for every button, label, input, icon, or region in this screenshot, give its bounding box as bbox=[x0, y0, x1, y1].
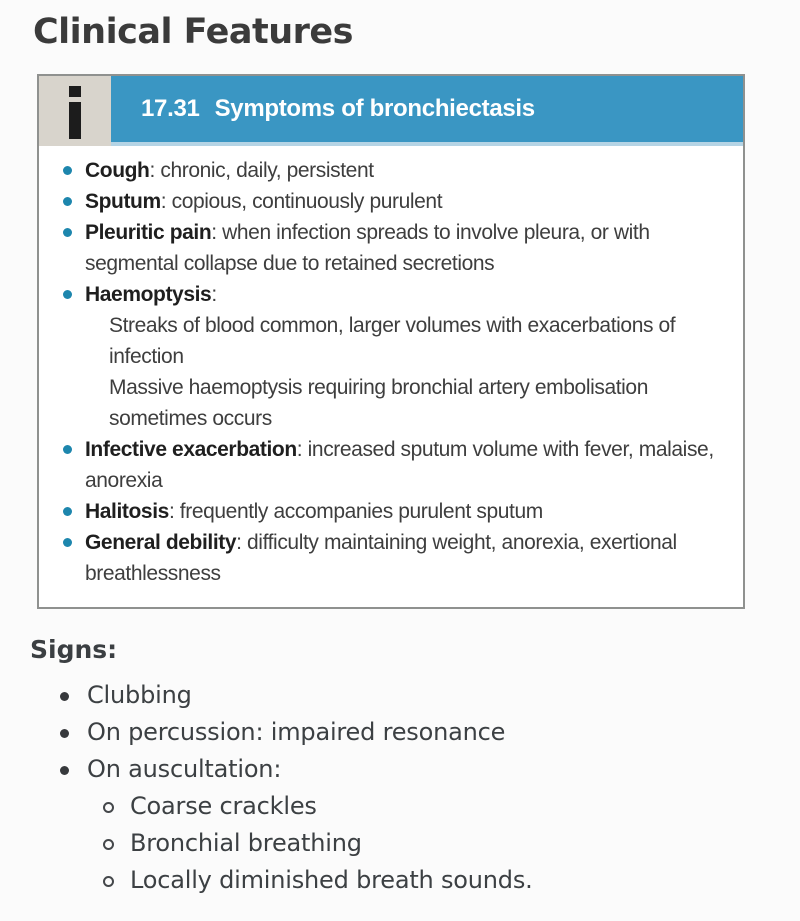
signs-list bbox=[0, 677, 800, 899]
sign-sublabel: Bronchial breathing bbox=[130, 829, 362, 857]
sign-label: On auscultation: bbox=[87, 755, 282, 783]
circle-bullet-icon bbox=[103, 802, 114, 813]
list-item bbox=[60, 788, 800, 825]
list-item-text bbox=[85, 217, 725, 279]
bullet-icon bbox=[63, 507, 72, 516]
sign-label: On percussion: impaired resonance bbox=[87, 718, 506, 746]
signs-heading: Signs: bbox=[30, 635, 118, 664]
infobox-body bbox=[39, 146, 743, 607]
infobox-number: 17.31 bbox=[141, 95, 200, 122]
list-item bbox=[0, 677, 800, 714]
info-icon-glyph bbox=[69, 84, 81, 139]
symptom-term: Haemoptysis bbox=[85, 283, 212, 306]
symptom-term: Sputum bbox=[85, 190, 161, 213]
list-item bbox=[55, 527, 725, 589]
list-item bbox=[55, 217, 725, 279]
list-item bbox=[55, 186, 725, 217]
list-item-text bbox=[85, 155, 725, 186]
sign-sublabel: Locally diminished breath sounds. bbox=[130, 866, 533, 894]
list-item-text bbox=[85, 496, 725, 527]
bullet-icon bbox=[63, 538, 72, 547]
symptom-desc: : copious, continuously purulent bbox=[160, 190, 443, 213]
symptom-term: Cough bbox=[85, 159, 150, 182]
infobox-header bbox=[39, 76, 743, 146]
infobox-title-bar bbox=[111, 76, 743, 146]
sign-label: Clubbing bbox=[87, 681, 192, 709]
list-item-text bbox=[85, 186, 725, 217]
sign-sublabel: Coarse crackles bbox=[130, 792, 317, 820]
auscultation-sublist bbox=[60, 788, 800, 899]
bullet-icon bbox=[60, 766, 69, 775]
list-item bbox=[55, 496, 725, 527]
infobox-title: Symptoms of bronchiectasis bbox=[214, 95, 535, 122]
symptom-list bbox=[55, 155, 725, 589]
symptom-subline: Massive haemoptysis requiring bronchial artery embolisation sometimes occurs bbox=[109, 376, 648, 430]
symptom-subline: Streaks of blood common, larger volumes with exacerbations of infection bbox=[109, 314, 676, 368]
list-item-block bbox=[60, 751, 800, 899]
bullet-icon bbox=[63, 197, 72, 206]
circle-bullet-icon bbox=[103, 876, 114, 887]
list-item bbox=[55, 155, 725, 186]
symptom-desc: : increased sputum volume with fever, malaise, anorexia bbox=[85, 438, 714, 492]
list-item bbox=[0, 714, 800, 751]
symptom-desc: : frequently accompanies purulent sputum bbox=[168, 500, 543, 523]
bullet-icon bbox=[63, 166, 72, 175]
symptom-desc: : difficulty maintaining weight, anorexia, exertional breathlessness bbox=[85, 531, 677, 585]
list-item-text bbox=[85, 527, 725, 589]
info-icon bbox=[39, 76, 111, 146]
bullet-icon bbox=[63, 290, 72, 299]
symptom-term: General debility bbox=[85, 531, 237, 554]
bullet-icon bbox=[60, 729, 69, 738]
list-item bbox=[60, 825, 800, 862]
symptom-desc: : chronic, daily, persistent bbox=[149, 159, 374, 182]
symptom-term: Halitosis bbox=[85, 500, 169, 523]
bullet-icon bbox=[63, 445, 72, 454]
signs-section bbox=[0, 635, 800, 899]
bullet-icon bbox=[60, 692, 69, 701]
list-item-text bbox=[85, 434, 725, 496]
bullet-icon bbox=[63, 228, 72, 237]
symptom-desc: : when infection spreads to involve pleura, or with segmental collapse due to retained secretions bbox=[85, 221, 650, 275]
list-item bbox=[0, 751, 800, 899]
list-item bbox=[55, 279, 725, 434]
symptom-term: Infective exacerbation bbox=[85, 438, 297, 461]
symptom-term: Pleuritic pain bbox=[85, 221, 212, 244]
infobox bbox=[37, 74, 745, 609]
circle-bullet-icon bbox=[103, 839, 114, 850]
page-title: Clinical Features bbox=[33, 12, 353, 52]
symptom-desc: : bbox=[211, 283, 217, 306]
list-item bbox=[55, 434, 725, 496]
list-item-text bbox=[85, 279, 725, 434]
list-item bbox=[60, 862, 800, 899]
